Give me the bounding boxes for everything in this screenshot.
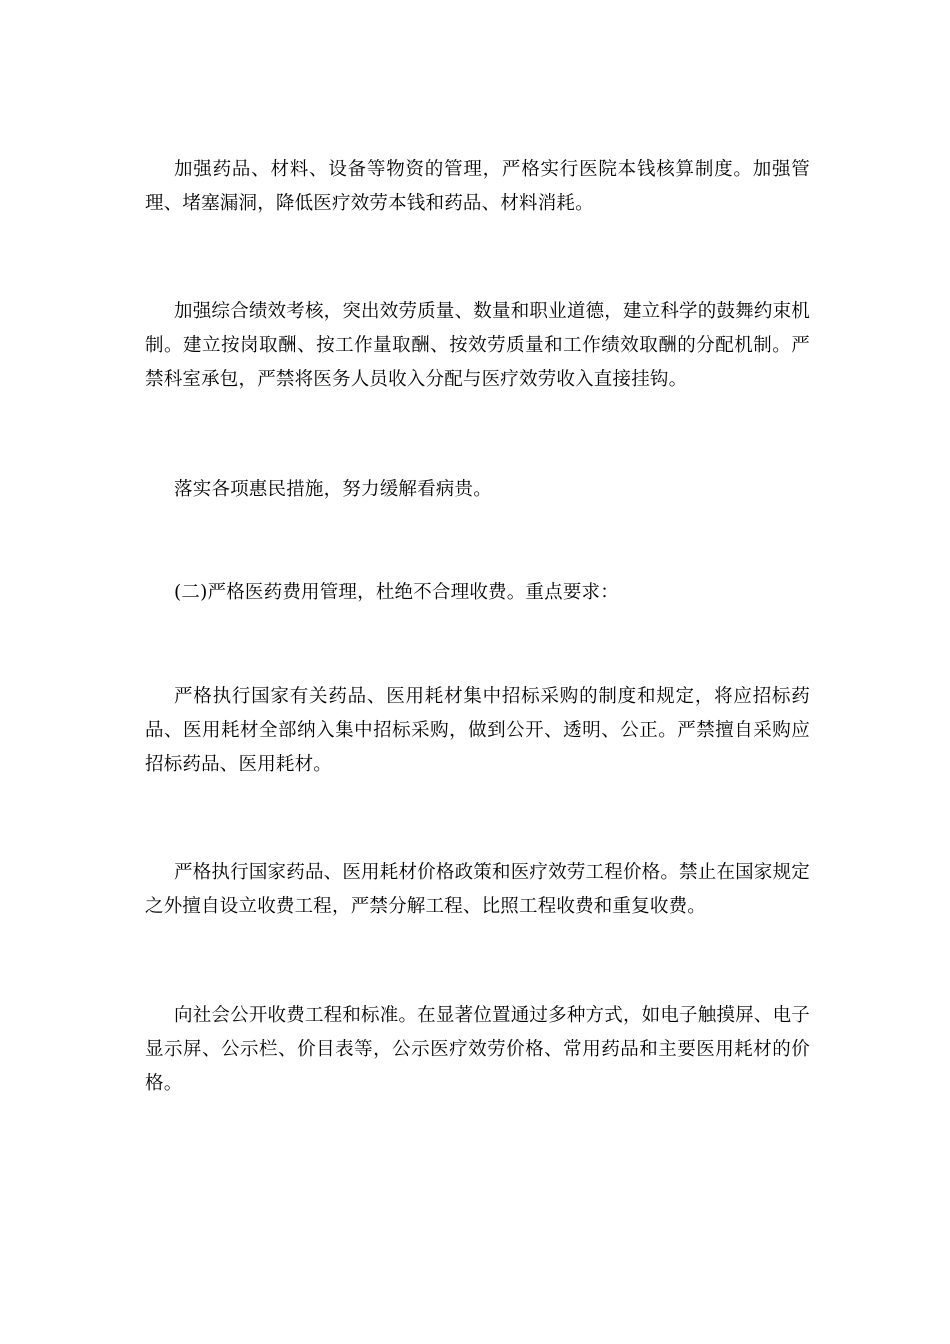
paragraph-benefit-measures: 落实各项惠民措施，努力缓解看病贵。	[174, 479, 492, 500]
paragraph-performance-assessment: 加强综合绩效考核，突出效劳质量、数量和职业道德，建立科学的鼓舞约束机制。建立按岗取酬、按工作量取酬、按效劳质量和工作绩效取酬的分配机制。严禁科室承包，严禁将医务人员收入分配与医疗效劳收入直接挂钩。	[145, 301, 810, 390]
paragraph-section-heading: (二)严格医药费用管理，杜绝不合理收费。重点要求：	[174, 582, 619, 603]
paragraph-public-disclosure: 向社会公开收费工程和标准。在显著位置通过多种方式，如电子触摸屏、电子显示屏、公示栏、价目表等，公示医疗效劳价格、常用药品和主要医用耗材的价格。	[145, 1005, 810, 1094]
paragraph-price-policy: 严格执行国家药品、医用耗材价格政策和医疗效劳工程价格。禁止在国家规定之外擅自设立收费工程，严禁分解工程、比照工程收费和重复收费。	[145, 862, 810, 917]
paragraph-tender-procurement: 严格执行国家有关药品、医用耗材集中招标采购的制度和规定，将应招标药品、医用耗材全部纳入集中招标采购，做到公开、透明、公正。严禁擅自采购应招标药品、医用耗材。	[145, 686, 810, 775]
paragraph-materials-management: 加强药品、材料、设备等物资的管理，严格实行医院本钱核算制度。加强管理、堵塞漏洞，降低医疗效劳本钱和药品、材料消耗。	[145, 159, 810, 214]
